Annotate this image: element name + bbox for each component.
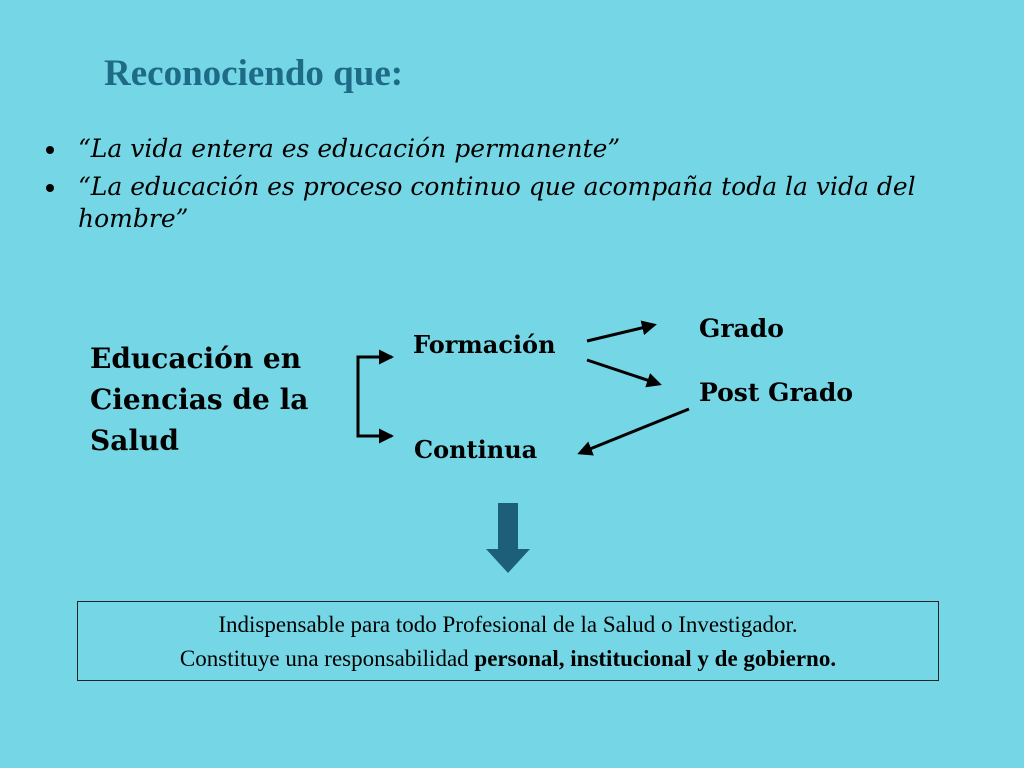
bracket-connector xyxy=(358,357,392,436)
main-concept-line: Salud xyxy=(90,424,179,457)
down-arrow-icon xyxy=(484,503,532,575)
main-concept-line: Educación en xyxy=(90,342,302,375)
conclusion-line-2-regular: Constituye una responsabilidad xyxy=(179,646,475,671)
bullet-text: “La educación es proceso continuo que acompaña toda la vida del hombre” xyxy=(78,172,916,233)
arrow-formacion-grado xyxy=(587,325,654,341)
grado-label: Grado xyxy=(699,314,784,343)
conclusion-line-1: Indispensable para todo Profesional de la Salud o Investigador. xyxy=(218,612,798,637)
arrow-formacion-postgrado xyxy=(587,360,659,384)
arrow-postgrado-continua xyxy=(580,409,689,453)
conclusion-line-2 xyxy=(78,642,938,676)
bullet-text: “La vida entera es educación permanente” xyxy=(78,134,621,163)
formacion-label: Formación xyxy=(413,330,556,359)
conclusion-box xyxy=(77,601,939,681)
main-concept-line: Ciencias de la xyxy=(90,383,309,416)
post-grado-label: Post Grado xyxy=(699,378,854,407)
continua-label: Continua xyxy=(414,435,538,464)
conclusion-line-2-bold: personal, institucional y de gobierno. xyxy=(474,646,837,671)
slide-title: Reconociendo que: xyxy=(104,53,404,94)
